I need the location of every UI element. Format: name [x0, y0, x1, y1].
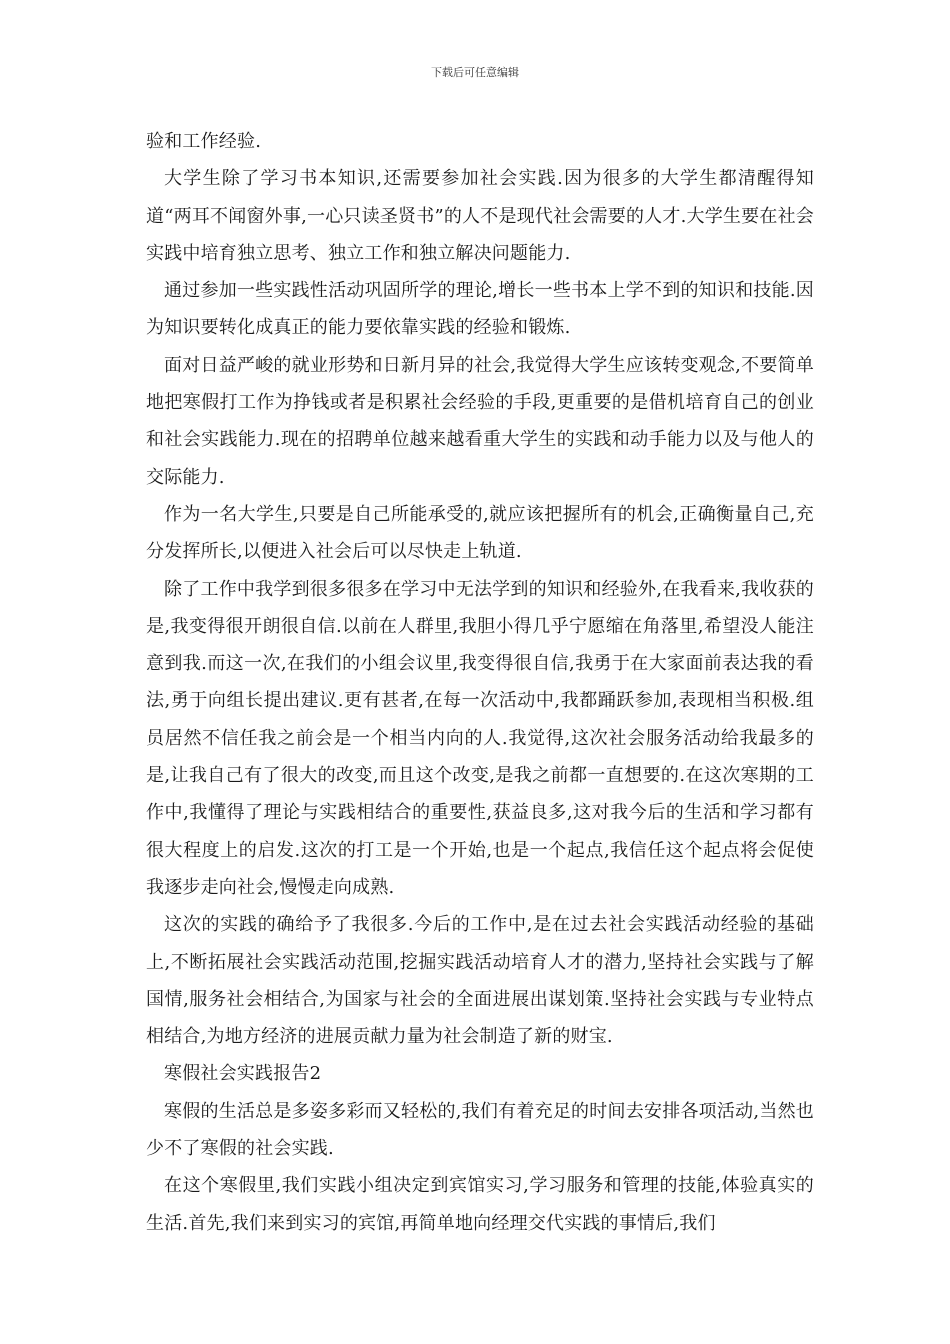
section-heading: 寒假社会实践报告2 — [164, 1063, 322, 1085]
paragraph: 这次的实践的确给予了我很多.今后的工作中,是在过去社会实践活动经验的基础上,不断拓展社会实践活动范围,挖掘实践活动培育人才的潜力,坚持社会实践与了解国情,服务社会相结合,为国家与社会的全面进展出谋划策.坚持社会实践与专业特点相结合,为地方经济的进展贡献力量为社会制造了新的财宝. — [146, 914, 814, 1048]
paragraph: 除了工作中我学到很多很多在学习中无法学到的知识和经验外,在我看来,我收获的是,我变得很开朗很自信.以前在人群里,我胆小得几乎宁愿缩在角落里,希望没人能注意到我.而这一次,在我们的小组会议里,我变得很自信,我勇于在大家面前表达我的看法,勇于向组长提出建议.更有甚者,在每一次活动中,我都踊跃参加,表现相当积极.组员居然不信任我之前会是一个相当内向的人.我觉得,这次社会服务活动给我最多的是,让我自己有了很大的改变,而且这个改变,是我之前都一直想要的.在这次寒期的工作中,我懂得了理论与实践相结合的重要性,获益良多,这对我今后的生活和学习都有很大程度上的启发.这次的打工是一个开始,也是一个起点,我信任这个起点将会促使我逐步走向社会,慢慢走向成熟. — [146, 578, 814, 898]
document-body — [146, 123, 814, 1242]
paragraph: 通过参加一些实践性活动巩固所学的理论,增长一些书本上学不到的知识和技能.因为知识要转化成真正的能力要依靠实践的经验和锻炼. — [146, 280, 814, 339]
paragraph-continuation: 验和工作经验. — [146, 131, 262, 152]
paragraph: 大学生除了学习书本知识,还需要参加社会实践.因为很多的大学生都清醒得知道“两耳不闻窗外事,一心只读圣贤书”的人不是现代社会需要的人才.大学生要在社会实践中培育独立思考、独立工作和独立解决问题能力. — [146, 168, 814, 264]
paragraph: 在这个寒假里,我们实践小组决定到宾馆实习,学习服务和管理的技能,体验真实的生活.首先,我们来到实习的宾馆,再简单地向经理交代实践的事情后,我们 — [146, 1175, 814, 1234]
page-header: 下载后可任意编辑 — [431, 66, 519, 79]
paragraph: 作为一名大学生,只要是自己所能承受的,就应该把握所有的机会,正确衡量自己,充分发挥所长,以便进入社会后可以尽快走上轨道. — [146, 503, 814, 563]
paragraph: 面对日益严峻的就业形势和日新月异的社会,我觉得大学生应该转变观念,不要简单地把寒假打工作为挣钱或者是积累社会经验的手段,更重要的是借机培育自己的创业和社会实践能力.现在的招聘单位越来越看重大学生的实践和动手能力以及与他人的交际能力. — [146, 354, 814, 488]
paragraph: 寒假的生活总是多姿多彩而又轻松的,我们有着充足的时间去安排各项活动,当然也少不了寒假的社会实践. — [146, 1100, 814, 1160]
